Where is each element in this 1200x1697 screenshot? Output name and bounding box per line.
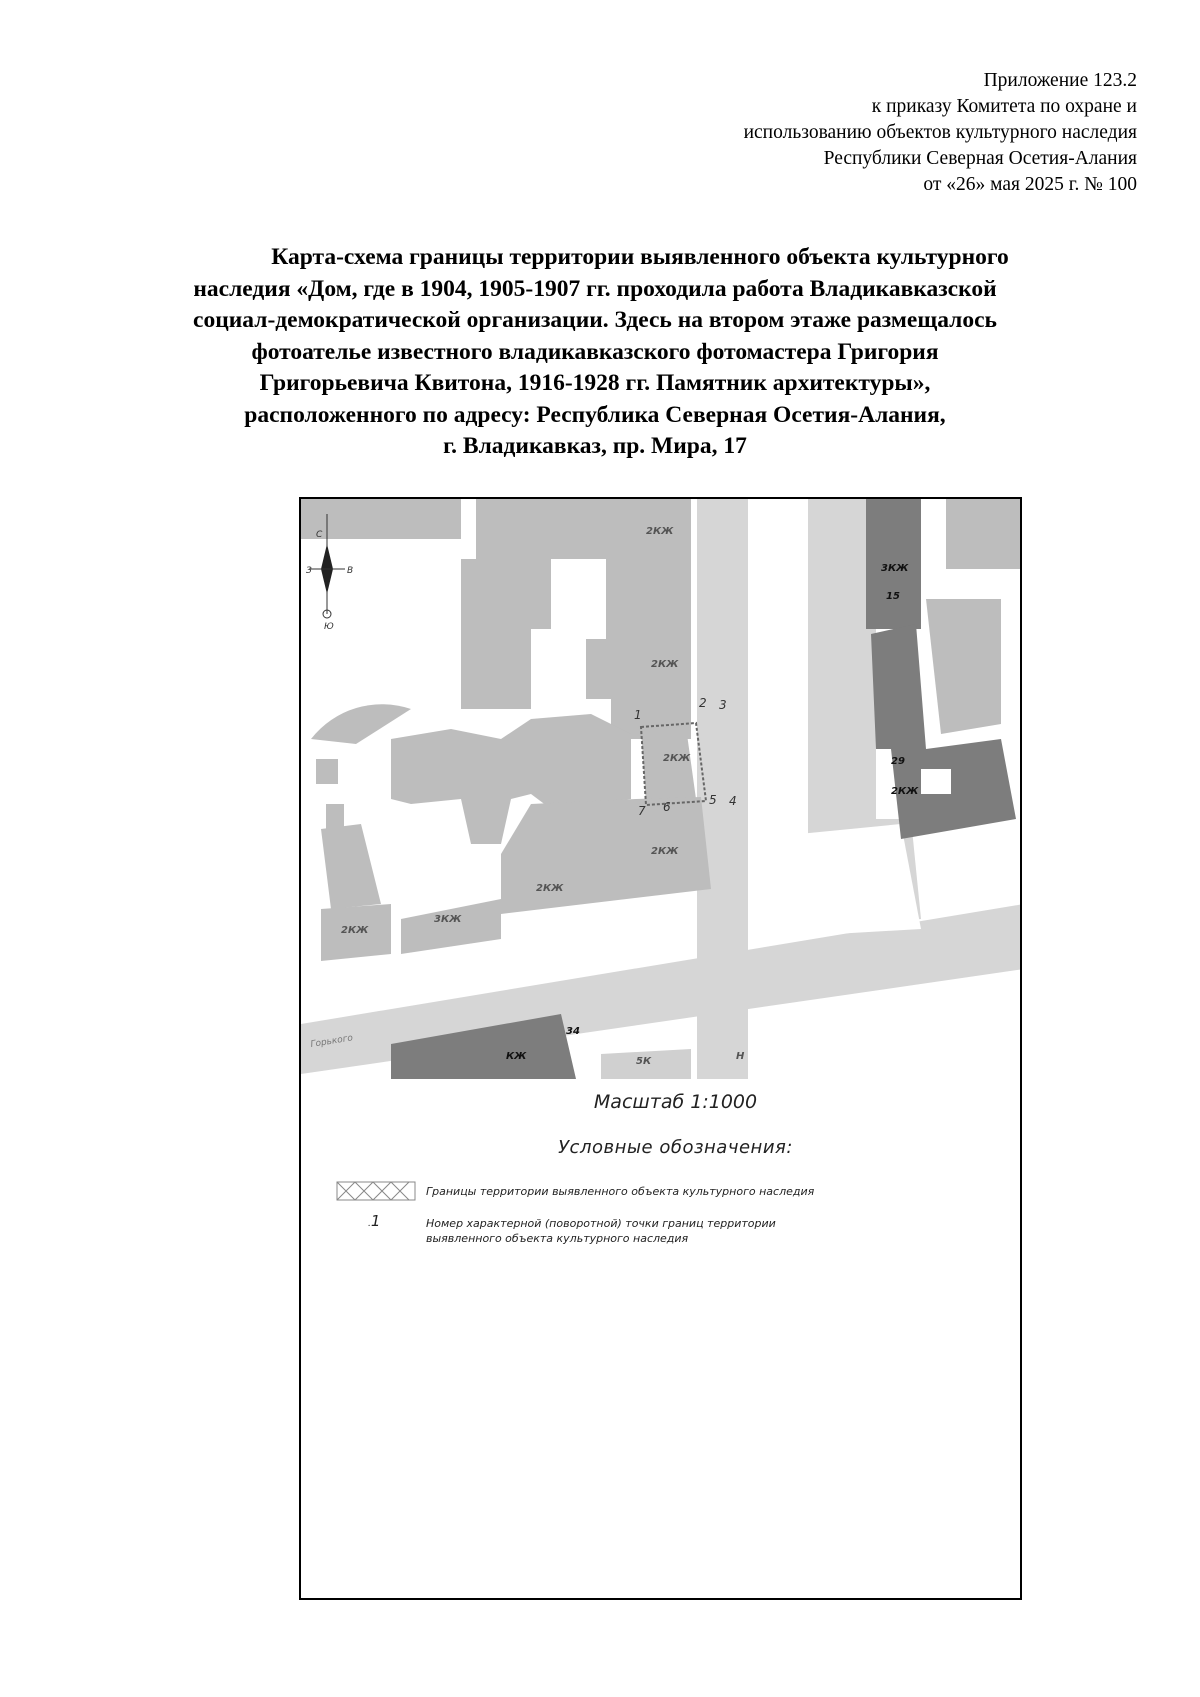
title-line-6: расположенного по адресу: Республика Северная Осетия-Алания, bbox=[244, 401, 946, 428]
header-line-5: от «26» мая 2025 г. № 100 bbox=[923, 174, 1137, 195]
building-kiosk bbox=[326, 804, 344, 832]
compass-letter: В bbox=[347, 566, 354, 576]
legend-text-line: Номер характерной (поворотной) точки границ территории bbox=[426, 1217, 776, 1230]
building-label: КЖ bbox=[506, 1051, 527, 1062]
title-line-3: социал-демократической организации. Здесь на втором этаже размещалось bbox=[193, 307, 997, 333]
building-label: 29 bbox=[891, 756, 905, 767]
building-label: 2КЖ bbox=[341, 925, 369, 936]
legend-text: Границы территории выявленного объекта культурного наследия bbox=[426, 1185, 815, 1198]
boundary-point-label: 5 bbox=[709, 793, 717, 807]
legend-title: Условные обозначения: bbox=[558, 1137, 793, 1158]
document-title bbox=[130, 242, 1060, 463]
legend-text bbox=[426, 1216, 846, 1246]
building-label: 2КЖ bbox=[663, 753, 691, 764]
boundary-point-label: 7 bbox=[638, 804, 646, 818]
title-line-2: наследия «Дом, где в 1904, 1905-1907 гг. проходила работа Владикавказской bbox=[193, 275, 997, 302]
building-label: 5К bbox=[636, 1056, 652, 1067]
compass-letter: Ю bbox=[324, 622, 334, 632]
header-line-2: к приказу Комитета по охране и bbox=[871, 96, 1137, 117]
building-label: 2КЖ bbox=[536, 883, 564, 894]
building-label: 2КЖ bbox=[651, 846, 679, 857]
map-frame bbox=[299, 497, 1022, 1600]
building bbox=[301, 499, 461, 539]
appendix-header bbox=[744, 68, 1137, 198]
title-line-1: Карта-схема границы территории выявленного объекта культурного bbox=[271, 244, 1009, 270]
courtyard bbox=[921, 769, 951, 794]
title-line-4: фотоателье известного владикавказского фотомастера Григория bbox=[251, 338, 939, 365]
header-line-4: Республики Северная Осетия-Алания bbox=[823, 148, 1137, 169]
building-label: 15 bbox=[886, 591, 900, 602]
boundary-point-label: 1 bbox=[634, 708, 642, 722]
compass-letter: С bbox=[316, 530, 323, 540]
title-line-5: Григорьевича Квитона, 1916-1928 гг. Памятник архитектуры», bbox=[259, 370, 931, 396]
street-label: Горького bbox=[309, 1033, 354, 1050]
point-number-icon: .1 bbox=[368, 1212, 381, 1230]
boundary-point-label: 6 bbox=[663, 800, 671, 814]
map-scale: Масштаб 1:1000 bbox=[593, 1091, 758, 1113]
building-kiosk bbox=[316, 759, 338, 784]
header-line-3: использованию объектов культурного наследия bbox=[743, 122, 1137, 143]
road-island bbox=[748, 824, 921, 939]
building-label: 2КЖ bbox=[646, 526, 674, 537]
building-label: 34 bbox=[566, 1026, 580, 1037]
legend-point-symbol: 1 bbox=[370, 1212, 381, 1230]
hatched-boundary-icon bbox=[336, 1179, 416, 1203]
map-schema bbox=[301, 499, 1022, 1079]
boundary-point-label: 2 bbox=[699, 696, 707, 710]
building-label: 3КЖ bbox=[881, 563, 909, 574]
building-label: 2КЖ bbox=[891, 786, 919, 797]
boundary-point-label: 3 bbox=[719, 698, 727, 712]
road-median bbox=[748, 499, 808, 859]
building-label: 2КЖ bbox=[651, 659, 679, 670]
compass-letter: З bbox=[306, 566, 312, 576]
building-east bbox=[946, 499, 1022, 569]
building-label: Н bbox=[736, 1051, 745, 1062]
boundary-point-label: 4 bbox=[729, 794, 737, 808]
building-label: 3КЖ bbox=[434, 914, 462, 925]
legend-text-line: выявленного объекта культурного наследия bbox=[426, 1232, 689, 1245]
header-line-1: Приложение 123.2 bbox=[983, 70, 1137, 91]
title-line-7: г. Владикавказ, пр. Мира, 17 bbox=[443, 433, 747, 459]
